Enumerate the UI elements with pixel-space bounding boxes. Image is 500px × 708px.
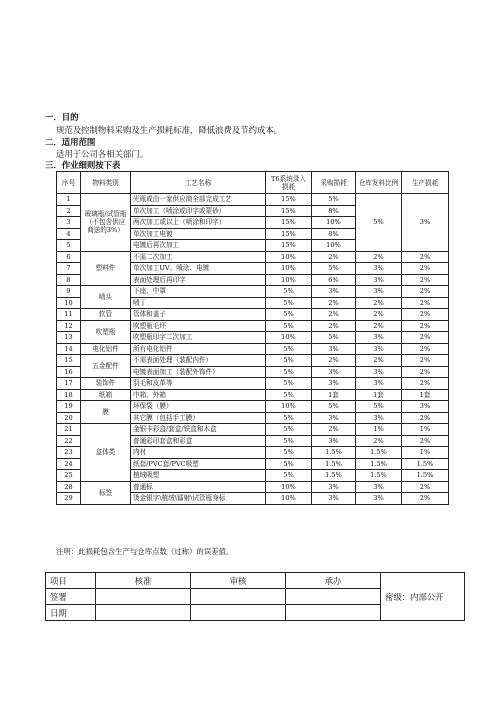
cell-process: 喷丁 <box>131 297 266 309</box>
cell-warehouse: 3% <box>356 343 402 355</box>
section-2-text: 适用于公司各相关部门。 <box>56 149 149 159</box>
cell-warehouse: 5% <box>356 401 402 413</box>
cell-t6: 15% <box>266 217 312 229</box>
cell-seq: 2 <box>57 205 81 217</box>
cell-purchase: 3% <box>312 481 356 493</box>
cell-production: 2% <box>402 297 449 309</box>
cell-seq: 29 <box>57 493 81 505</box>
cell-seq: 25 <box>57 470 81 482</box>
cell-seq: 18 <box>57 389 81 401</box>
cell-warehouse: 2% <box>356 355 402 367</box>
cell-process: 不需二次加工 <box>131 251 266 263</box>
table-header-row <box>57 172 449 194</box>
header-seq: 序号 <box>57 172 81 194</box>
cell-process: 普通彩印套盒和彩盒 <box>131 435 266 447</box>
cell-t6: 5% <box>266 424 312 436</box>
cell-warehouse: 3% <box>356 332 402 344</box>
table-row <box>57 286 449 298</box>
cell-production: 2% <box>402 412 449 424</box>
cell-production: 2% <box>402 286 449 298</box>
cell-seq: 9 <box>57 286 81 298</box>
cell-production: 2% <box>402 343 449 355</box>
cell-process: 下座、中罩 <box>131 286 266 298</box>
cell-category-glass: 玻璃瓶/试管瓶（不包含供应商送的3%） <box>81 194 131 252</box>
cell-warehouse: 3% <box>356 274 402 286</box>
cell-process: 单次加工（喷涂或印字或蒙砂） <box>131 205 266 217</box>
table-row <box>57 355 449 367</box>
cell-seq: 21 <box>57 424 81 436</box>
cell-process: 管体和盖子 <box>131 309 266 321</box>
cell-purchase: 3% <box>312 412 356 424</box>
cell-t6: 15% <box>266 194 312 206</box>
cell-warehouse: 3% <box>356 481 402 493</box>
security-level: 密级：内部公开 <box>381 573 465 621</box>
cell-purchase: 3% <box>312 343 356 355</box>
section-1-text: 规范及控制物料采购及生产损耗标准，降低浪费及节约成本。 <box>56 125 283 135</box>
cell-t6: 5% <box>266 355 312 367</box>
cell-t6: 5% <box>266 343 312 355</box>
cell-process: 纸套/PVC套/PVC吸塑 <box>131 458 266 470</box>
sign-col-review: 审核 <box>191 573 286 589</box>
signature-table <box>45 572 465 621</box>
cell-warehouse: 1% <box>356 424 402 436</box>
cell-purchase: 2% <box>312 320 356 332</box>
cell-warehouse: 1.5% <box>356 470 402 482</box>
cell-process: 两次加工或以上（喷涂和印字） <box>131 217 266 229</box>
cell-production: 2% <box>402 378 449 390</box>
cell-category-label: 标签 <box>81 481 131 504</box>
table-row <box>57 251 449 263</box>
date-row-label: 日期 <box>46 605 96 621</box>
date-handle-cell[interactable] <box>286 605 381 621</box>
sign-col-approve: 核准 <box>96 573 191 589</box>
cell-t6: 15% <box>266 205 312 217</box>
header-t6-loss: T6系统录入损耗 <box>266 172 312 194</box>
sign-col-handle: 承办 <box>286 573 381 589</box>
cell-t6: 5% <box>266 366 312 378</box>
cell-purchase: 2% <box>312 297 356 309</box>
cell-seq: 14 <box>57 343 81 355</box>
cell-purchase: 2% <box>312 355 356 367</box>
section-3-title: 三．作业细则按下表 <box>45 160 121 170</box>
cell-purchase: 1.5% <box>312 458 356 470</box>
cell-seq: 3 <box>57 217 81 229</box>
cell-category-plastic: 塑料件 <box>81 251 131 286</box>
cell-process: 植绒吸塑 <box>131 470 266 482</box>
cell-production: 2% <box>402 332 449 344</box>
cell-category-alu: 电化铝件 <box>81 343 131 355</box>
cell-t6: 10% <box>266 332 312 344</box>
cell-category-box: 盒体类 <box>81 424 131 482</box>
cell-t6: 5% <box>266 470 312 482</box>
cell-warehouse: 1.5% <box>356 447 402 459</box>
cell-t6: 5% <box>266 458 312 470</box>
cell-purchase: 1.5% <box>312 470 356 482</box>
header-process: 工艺名称 <box>131 172 266 194</box>
cell-category-deco: 装饰件 <box>81 378 131 390</box>
cell-warehouse: 2% <box>356 435 402 447</box>
cell-seq: 28 <box>57 481 81 493</box>
loss-standard-table <box>56 171 449 505</box>
header-production-loss: 生产损耗 <box>402 172 449 194</box>
cell-t6: 15% <box>266 240 312 252</box>
cell-warehouse: 2% <box>356 297 402 309</box>
cell-purchase: 3% <box>312 286 356 298</box>
cell-category-film: 膜 <box>81 401 131 424</box>
sign-row-label: 签署 <box>46 589 96 605</box>
cell-process: 环保袋（膜） <box>131 401 266 413</box>
cell-purchase: 3% <box>312 435 356 447</box>
table-note: 注明：此损耗包含生产与仓库点数（过称）的误差值。 <box>56 547 234 556</box>
cell-process: 内衬 <box>131 447 266 459</box>
cell-seq: 4 <box>57 228 81 240</box>
cell-t6: 5% <box>266 286 312 298</box>
cell-process: 单次加工电镀 <box>131 228 266 240</box>
table-row <box>57 481 449 493</box>
header-purchase-loss: 采购损耗 <box>312 172 356 194</box>
table-row <box>57 378 449 390</box>
cell-seq: 22 <box>57 435 81 447</box>
cell-process: 单次加工UV、喷涂、电镀 <box>131 263 266 275</box>
cell-seq: 7 <box>57 263 81 275</box>
cell-production-merged: 3% <box>402 194 449 252</box>
cell-production: 1% <box>402 424 449 436</box>
cell-t6: 10% <box>266 251 312 263</box>
cell-purchase: 5% <box>312 401 356 413</box>
table-row <box>57 343 449 355</box>
table-row <box>57 194 449 206</box>
cell-process: 中箱、外箱 <box>131 389 266 401</box>
cell-purchase: 5% <box>312 194 356 206</box>
cell-production: 3% <box>402 401 449 413</box>
cell-t6: 10% <box>266 481 312 493</box>
cell-seq: 13 <box>57 332 81 344</box>
cell-warehouse-merged: 5% <box>356 194 402 252</box>
cell-purchase: 8% <box>312 205 356 217</box>
section-1-title: 一．目的 <box>45 112 79 122</box>
cell-category-blow: 吹塑瓶 <box>81 320 131 343</box>
cell-t6: 10% <box>266 401 312 413</box>
table-row <box>57 389 449 401</box>
cell-purchase: 5% <box>312 332 356 344</box>
cell-warehouse: 3% <box>356 286 402 298</box>
cell-seq: 23 <box>57 447 81 459</box>
cell-process: 普通标 <box>131 481 266 493</box>
cell-process: 所有电化铝件 <box>131 343 266 355</box>
cell-warehouse: 2% <box>356 251 402 263</box>
cell-purchase: 10% <box>312 240 356 252</box>
cell-purchase: 3% <box>312 378 356 390</box>
cell-warehouse: 3% <box>356 493 402 505</box>
cell-production: 1.5% <box>402 470 449 482</box>
date-review-cell[interactable] <box>191 605 286 621</box>
date-approve-cell[interactable] <box>96 605 191 621</box>
sign-handle-cell[interactable] <box>286 589 381 605</box>
cell-t6: 5% <box>266 309 312 321</box>
cell-purchase: 2% <box>312 251 356 263</box>
cell-production: 1套 <box>402 389 449 401</box>
cell-production: 2% <box>402 274 449 286</box>
cell-t6: 5% <box>266 389 312 401</box>
cell-t6: 10% <box>266 493 312 505</box>
cell-process: 吹塑瓶毛坯 <box>131 320 266 332</box>
cell-production: 2% <box>402 366 449 378</box>
cell-t6: 5% <box>266 412 312 424</box>
cell-t6: 10% <box>266 274 312 286</box>
cell-process: 不需表面处理（装配内件） <box>131 355 266 367</box>
cell-seq: 5 <box>57 240 81 252</box>
cell-t6: 10% <box>266 263 312 275</box>
cell-seq: 24 <box>57 458 81 470</box>
sign-col-item: 项目 <box>46 573 96 589</box>
cell-purchase: 3% <box>312 493 356 505</box>
cell-warehouse: 3% <box>356 412 402 424</box>
cell-production: 1.5% <box>402 458 449 470</box>
table-row <box>57 424 449 436</box>
cell-warehouse: 3% <box>356 366 402 378</box>
sign-header-row <box>46 573 465 589</box>
header-category: 物料类别 <box>81 172 131 194</box>
cell-seq: 6 <box>57 251 81 263</box>
cell-seq: 8 <box>57 274 81 286</box>
cell-seq: 20 <box>57 412 81 424</box>
cell-t6: 15% <box>266 228 312 240</box>
cell-production: 2% <box>402 309 449 321</box>
cell-warehouse: 3% <box>356 263 402 275</box>
cell-seq: 15 <box>57 355 81 367</box>
cell-purchase: 5% <box>312 263 356 275</box>
cell-warehouse: 3% <box>356 378 402 390</box>
header-warehouse-ratio: 仓库发料比例 <box>356 172 402 194</box>
cell-process: 金银卡彩盒/套盒/铁盒和木盒 <box>131 424 266 436</box>
cell-purchase: 8% <box>312 228 356 240</box>
section-2-title: 二．适用范围 <box>45 137 96 147</box>
cell-warehouse: 2% <box>356 320 402 332</box>
cell-t6: 5% <box>266 447 312 459</box>
cell-process: 电镀表面加工（装配外饰件） <box>131 366 266 378</box>
sign-approve-cell[interactable] <box>96 589 191 605</box>
cell-purchase: 3% <box>312 366 356 378</box>
cell-purchase: 2% <box>312 309 356 321</box>
cell-t6: 5% <box>266 378 312 390</box>
cell-process: 其它膜（包括手工膜） <box>131 412 266 424</box>
table-row <box>57 309 449 321</box>
cell-process: 光瓶或由一家供应商全部完成工艺 <box>131 194 266 206</box>
cell-t6: 5% <box>266 435 312 447</box>
cell-production: 2% <box>402 355 449 367</box>
cell-category-spray: 喷头 <box>81 286 131 309</box>
table-row <box>57 320 449 332</box>
cell-production: 2% <box>402 493 449 505</box>
cell-purchase: 10% <box>312 217 356 229</box>
cell-purchase: 1套 <box>312 389 356 401</box>
cell-production: 1% <box>402 447 449 459</box>
cell-t6: 5% <box>266 297 312 309</box>
cell-seq: 10 <box>57 297 81 309</box>
cell-seq: 17 <box>57 378 81 390</box>
cell-purchase: 1.5% <box>312 447 356 459</box>
sign-review-cell[interactable] <box>191 589 286 605</box>
cell-seq: 16 <box>57 366 81 378</box>
cell-process: 烫金银字\植绒\镭射\试管瓶身标 <box>131 493 266 505</box>
cell-production: 2% <box>402 251 449 263</box>
table-row <box>57 401 449 413</box>
cell-category-tube: 软管 <box>81 309 131 321</box>
cell-seq: 11 <box>57 309 81 321</box>
cell-purchase: 6% <box>312 274 356 286</box>
cell-process: 吹塑瓶印字二次加工 <box>131 332 266 344</box>
cell-seq: 19 <box>57 401 81 413</box>
cell-production: 2% <box>402 481 449 493</box>
cell-t6: 5% <box>266 320 312 332</box>
cell-production: 2% <box>402 435 449 447</box>
cell-process: 表面处理后再印字 <box>131 274 266 286</box>
cell-category-hardware: 五金配件 <box>81 355 131 378</box>
cell-process: 羽毛和皮革等 <box>131 378 266 390</box>
cell-warehouse: 1.5% <box>356 458 402 470</box>
cell-purchase: 2% <box>312 424 356 436</box>
cell-production: 2% <box>402 263 449 275</box>
cell-warehouse: 1套 <box>356 389 402 401</box>
cell-production: 2% <box>402 320 449 332</box>
cell-seq: 12 <box>57 320 81 332</box>
cell-process: 电镀后再次加工 <box>131 240 266 252</box>
cell-warehouse: 2% <box>356 309 402 321</box>
cell-category-carton: 纸箱 <box>81 389 131 401</box>
cell-seq: 1 <box>57 194 81 206</box>
